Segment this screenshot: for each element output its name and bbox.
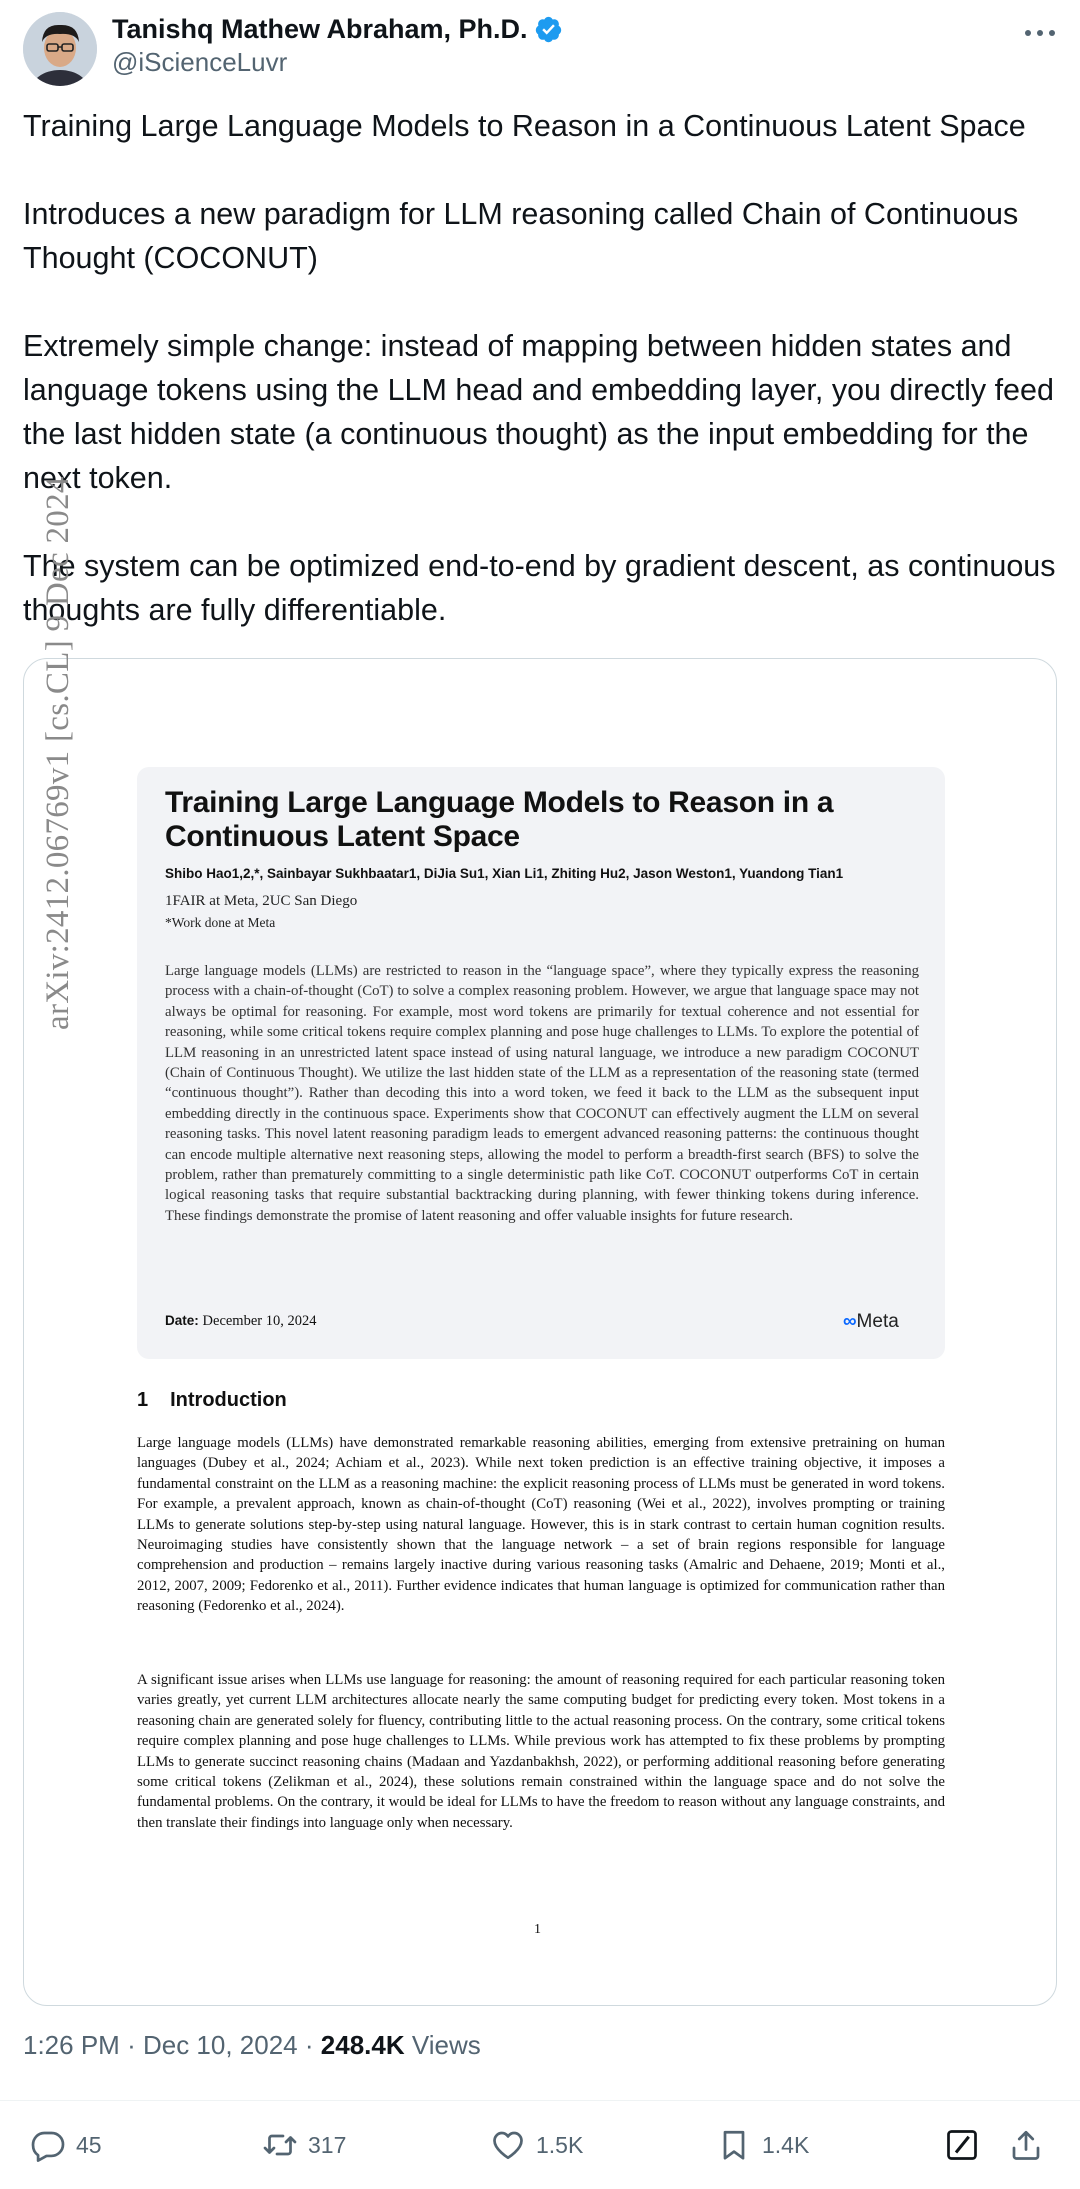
separator: ·	[127, 2030, 136, 2060]
more-options-icon[interactable]	[1023, 22, 1057, 42]
avatar[interactable]	[23, 12, 97, 86]
paper-title: Training Large Language Models to Reason in a Continuous Latent Space	[165, 786, 834, 853]
tweet-meta-line	[23, 2030, 481, 2061]
intro-paragraph-2: A significant issue arises when LLMs use language for reasoning: the amount of reasoning required for each particular reasoning token varies greatly, yet current LLM architectures allocate nearly the same computing budget for predicting every token. Most tokens in a reasoning chain are generated solely for fluency, contributing little to the actual reasoning process. On the contrary, some critical tokens require complex planning and pose huge challenges to LLMs. While previous work has attempted to fix these problems by prompting LLMs to generate succinct reasoning chains (Madaan and Yazdanbakhsh, 2022), or performing additional reasoning before generating some critical tokens (Zelikman et al., 2024), these solutions remain constrained within the language space and do not solve the fundamental problems. On the contrary, it would be ideal for LLMs to have the freedom to reason without any language constraints, and then translate their findings into language only when necessary.	[137, 1672, 945, 1831]
heart-icon	[490, 2127, 526, 2163]
avatar-image	[23, 12, 97, 86]
arxiv-stamp-text: arXiv:2412.06769v1 [cs.CL] 9 Dec 2024	[40, 476, 76, 1030]
tweet-paragraph: Introduces a new paradigm for LLM reasoning called Chain of Continuous Thought (COCONUT)	[23, 197, 1019, 275]
author-handle[interactable]: @iScienceLuvr	[112, 47, 288, 77]
tweet-header	[23, 12, 1057, 92]
tweet-time[interactable]: 1:26 PM	[23, 2030, 120, 2060]
bookmark-count: 1.4K	[762, 2131, 810, 2158]
arxiv-stamp	[40, 476, 80, 1630]
tweet-paragraph: The system can be optimized end-to-end by gradient descent, as continuous thoughts are fully differentiable.	[23, 549, 1056, 627]
like-count: 1.5K	[536, 2131, 584, 2158]
paper-authors: Shibo Hao1,2,*, Sainbayar Sukhbaatar1, DiJia Su1, Xian Li1, Zhiting Hu2, Jason Weston1, Yuandong Tian1	[165, 866, 844, 881]
share-icon	[1008, 2127, 1044, 2163]
views-label: Views	[411, 2030, 481, 2060]
repost-button[interactable]	[262, 2125, 346, 2165]
tweet-text	[23, 104, 1063, 632]
tweet-date[interactable]: Dec 10, 2024	[142, 2030, 298, 2060]
separator: ·	[304, 2030, 314, 2060]
author-display-name[interactable]: Tanishq Mathew Abraham, Ph.D.	[112, 14, 528, 44]
paper-date	[165, 1313, 316, 1330]
author-name-block	[112, 14, 563, 78]
action-bar	[0, 2115, 1080, 2175]
paper-date-value: December 10, 2024	[202, 1313, 317, 1329]
tweet-paragraph: Training Large Language Models to Reason in a Continuous Latent Space	[23, 109, 1026, 143]
reply-button[interactable]	[30, 2125, 102, 2165]
repost-icon	[262, 2127, 298, 2163]
grok-button[interactable]	[944, 2125, 980, 2165]
verified-badge-icon	[534, 15, 563, 44]
share-button[interactable]	[1008, 2125, 1044, 2165]
views-count: 248.4K	[320, 2030, 405, 2060]
paper-date-label: Date:	[165, 1313, 199, 1328]
meta-logo-text: Meta	[856, 1311, 899, 1332]
paper-note: *Work done at Meta	[165, 915, 276, 930]
page-number: 1	[534, 1922, 541, 1937]
paper-affiliations: 1FAIR at Meta, 2UC San Diego	[165, 893, 358, 909]
meta-infinity-icon: ∞	[843, 1311, 857, 1332]
meta-logo	[843, 1311, 899, 1333]
section-heading	[137, 1389, 287, 1412]
paper-abstract: Large language models (LLMs) are restricted to reason in the “language space”, where they typically express the reasoning process with a chain-of-thought (CoT) to solve a complex reasoning problem. However, we argue that language space may not always be optimal for reasoning. For example, most word tokens are primarily for textual coherence and not essential for reasoning, while some critical tokens require complex planning and pose huge challenges to LLMs. To explore the potential of LLM reasoning in an unrestricted latent space instead of using natural language, we introduce a new paradigm COCONUT (Chain of Continuous Thought). We utilize the last hidden state of the LLM as a representation of the reasoning state (termed “continuous thought”). Rather than decoding this into a word token, we feed it back to the LLM as the subsequent input embedding directly in the continuous space. Experiments show that COCONUT can effectively augment the LLM on several reasoning tasks. This novel latent reasoning paradigm leads to emergent advanced reasoning patterns: the continuous thought can encode multiple alternative next reasoning steps, allowing the model to perform a breadth-first search (BFS) to solve the problem, rather than prematurely committing to a single deterministic path like CoT. COCONUT outperforms CoT in certain logical reasoning tasks that require substantial backtracking during planning, with fewer thinking tokens during inference. These findings demonstrate the promise of latent reasoning and offer valuable insights for future research.	[165, 963, 919, 1224]
like-button[interactable]	[490, 2125, 583, 2165]
repost-count: 317	[308, 2131, 347, 2158]
bookmark-button[interactable]	[716, 2125, 809, 2165]
reply-icon	[30, 2127, 66, 2163]
section-title: Introduction	[170, 1389, 287, 1411]
bookmark-icon	[716, 2127, 752, 2163]
tweet-paragraph: Extremely simple change: instead of mapping between hidden states and language tokens using the LLM head and embedding layer, you directly feed the last hidden state (a continuous thought) as the input embedding for the next token.	[23, 329, 1054, 495]
divider	[0, 2100, 1080, 2101]
grok-icon	[944, 2127, 980, 2163]
intro-paragraph-1: Large language models (LLMs) have demonstrated remarkable reasoning abilities, emerging from extensive pretraining on human languages (Dubey et al., 2024; Achiam et al., 2023). While next token prediction is an effective training objective, it imposes a fundamental constraint on the LLM as a reasoning machine: the explicit reasoning process of LLMs must be generated in word tokens. For example, a prevalent approach, known as chain-of-thought (CoT) reasoning (Wei et al., 2022), involves prompting or training LLMs to generate solutions step-by-step using natural language. However, this is in stark contrast to certain human cognition results. Neuroimaging studies have consistently shown that the language network – a set of brain regions responsible for language comprehension and production – remains largely inactive during various reasoning tasks (Amalric and Dehaene, 2019; Monti et al., 2012, 2007, 2009; Fedorenko et al., 2011). Further evidence indicates that human language is optimized for communication rather than reasoning (Fedorenko et al., 2024).	[137, 1435, 945, 1615]
reply-count: 45	[76, 2131, 102, 2158]
section-number: 1	[137, 1389, 149, 1411]
